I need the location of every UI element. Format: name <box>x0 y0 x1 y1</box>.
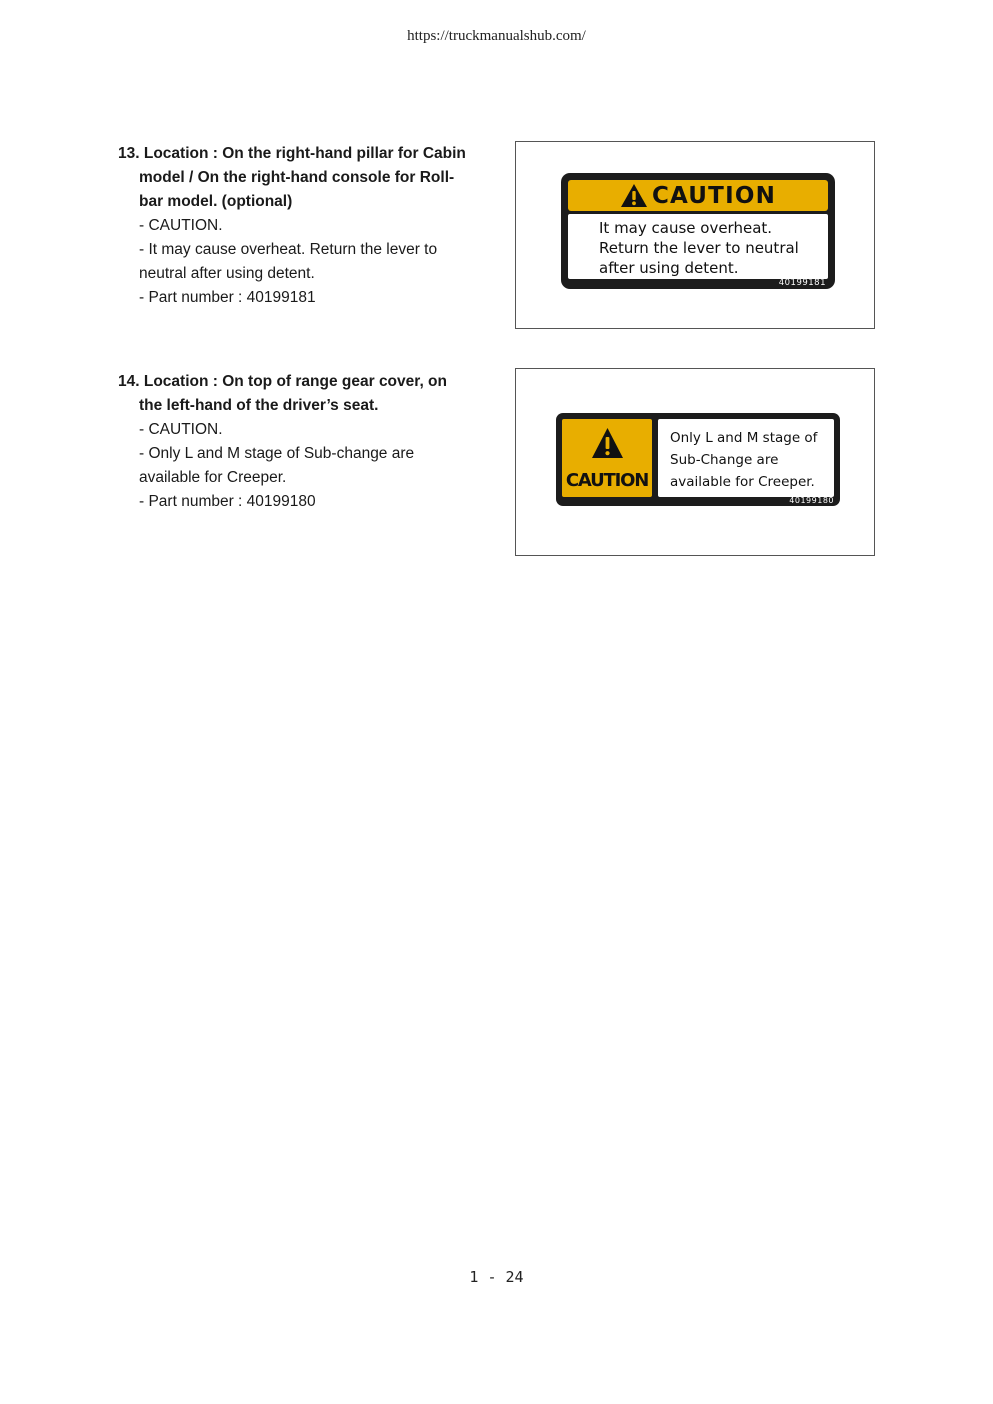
item-13-line: - CAUTION. <box>139 217 223 234</box>
item-14-heading-line: 14. Location : On top of range gear cover, on <box>118 373 447 390</box>
item-13-heading-line: model / On the right-hand console for Roll- <box>139 169 455 186</box>
label-14-figure <box>515 368 875 556</box>
item-14-description <box>118 370 503 514</box>
label-message <box>568 214 828 279</box>
signal-word: CAUTION <box>565 470 649 491</box>
item-13-part-number: - Part number : 40199181 <box>139 289 316 306</box>
label-message-line: It may cause overheat. <box>599 219 773 237</box>
label-part-number: 40199181 <box>778 278 826 288</box>
item-14-line: - Only L and M stage of Sub-change are <box>139 445 415 462</box>
label-message-line: Return the lever to neutral <box>599 239 799 257</box>
item-14-heading-line: the left-hand of the driver’s seat. <box>139 397 379 414</box>
label-message-line: available for Creeper. <box>670 474 815 490</box>
caution-label-40199181 <box>561 173 835 289</box>
caution-panel <box>562 419 652 497</box>
item-13-heading-line: bar model. (optional) <box>139 193 293 210</box>
label-13-figure <box>515 141 875 329</box>
signal-word: CAUTION <box>651 182 777 209</box>
item-13-heading <box>118 142 503 214</box>
warning-triangle-icon <box>591 427 624 460</box>
item-13-line: neutral after using detent. <box>139 265 315 282</box>
label-message-line: Sub-Change are <box>670 452 779 468</box>
label-message-line: after using detent. <box>599 259 739 277</box>
item-14-line: - CAUTION. <box>139 421 223 438</box>
warning-triangle-icon <box>620 183 648 208</box>
caution-label-40199180 <box>556 413 840 506</box>
item-14-part-number: - Part number : 40199180 <box>139 493 316 510</box>
item-14-heading <box>118 370 503 418</box>
source-url: https://truckmanualshub.com/ <box>407 28 586 44</box>
caution-header-band <box>568 180 828 211</box>
item-13-description <box>118 142 503 310</box>
label-part-number: 40199180 <box>789 496 834 505</box>
label-message <box>658 419 834 497</box>
label-message-line: Only L and M stage of <box>670 430 818 446</box>
item-13-heading-line: 13. Location : On the right-hand pillar for Cabin <box>118 145 466 162</box>
item-14-line: available for Creeper. <box>139 469 287 486</box>
item-13-line: - It may cause overheat. Return the lever to <box>139 241 438 258</box>
page-number: 1 - 24 <box>469 1268 524 1286</box>
